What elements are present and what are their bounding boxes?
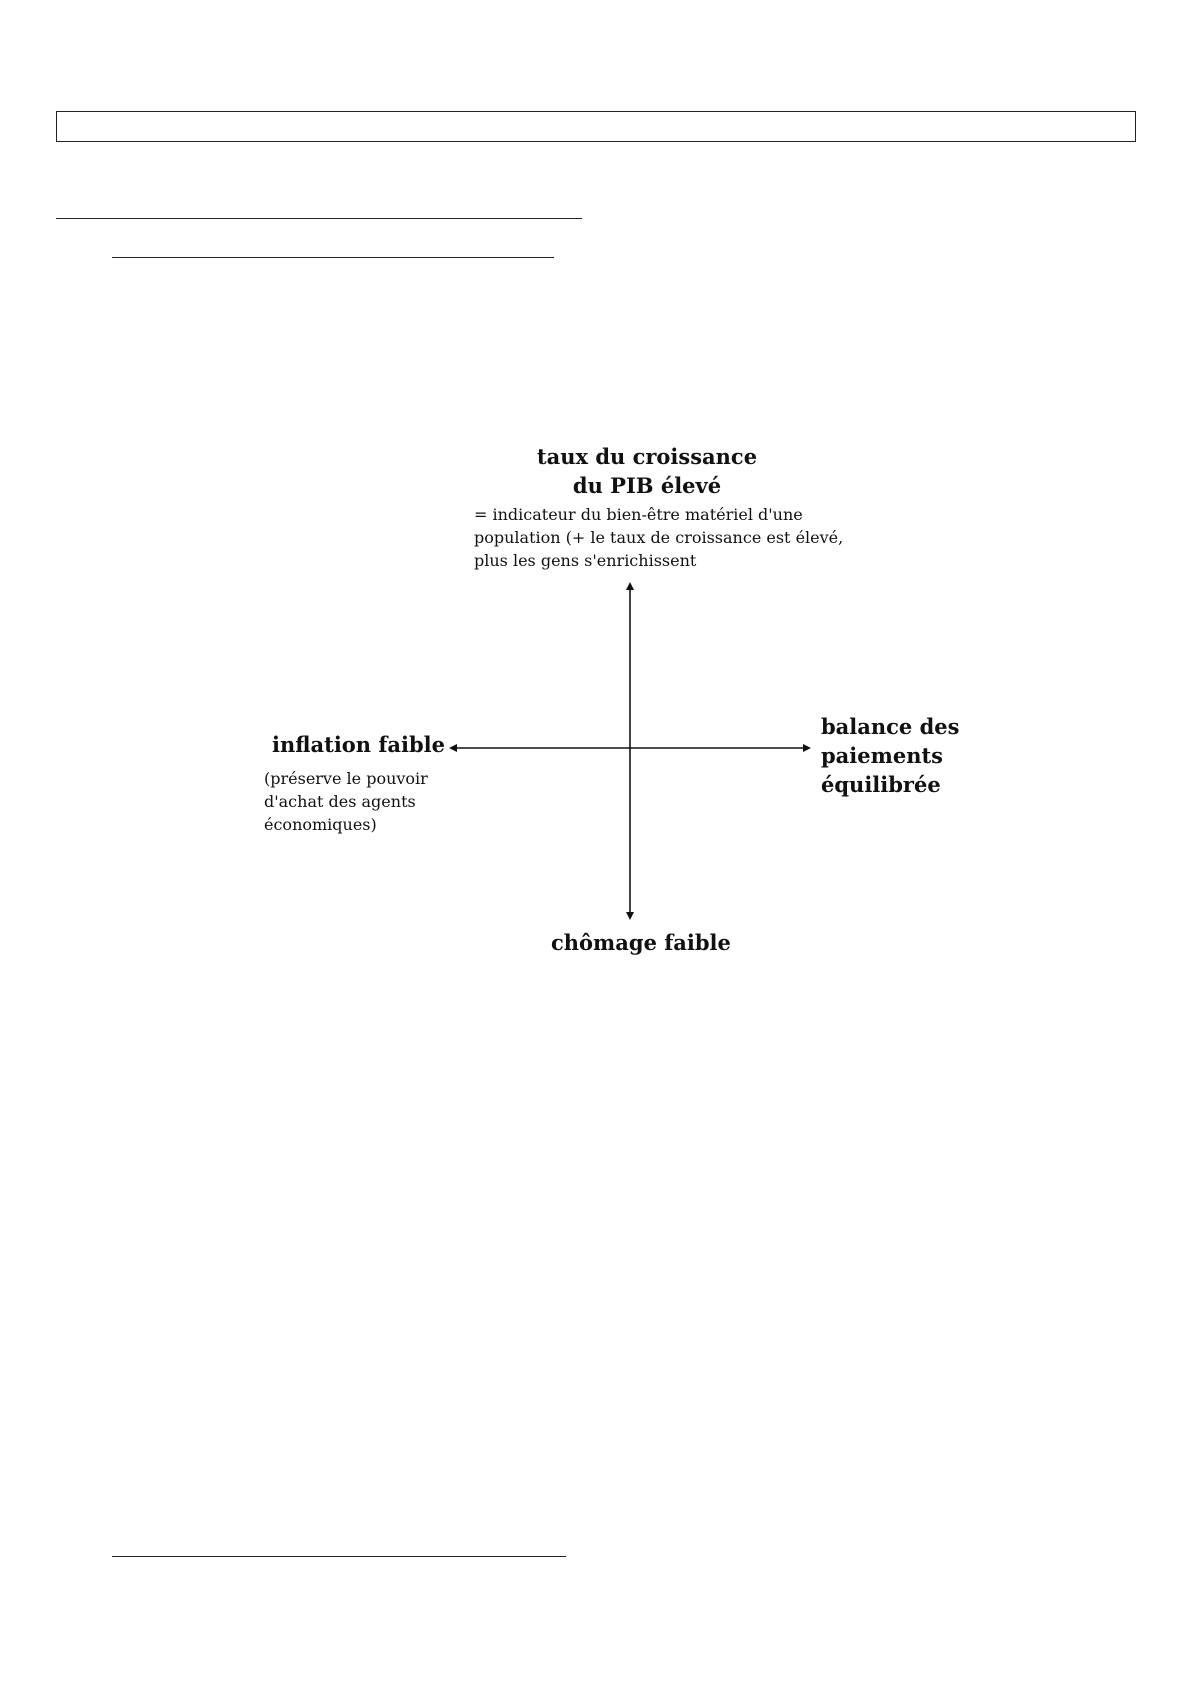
right-objective-label (821, 712, 959, 799)
left-note-line-3: économiques) (264, 815, 377, 834)
left-note-line-1: (préserve le pouvoir (264, 769, 428, 788)
right-objective-line-3: équilibrée (821, 772, 941, 797)
left-note-line-2: d'achat des agents (264, 792, 416, 811)
top-note-line-3: plus les gens s'enrichissent (474, 551, 697, 570)
top-objective-note (474, 503, 843, 572)
top-note-line-1: = indicateur du bien-être matériel d'une (474, 505, 803, 524)
right-objective-line-2: paiements (821, 743, 944, 768)
top-note-line-2: population (+ le taux de croissance est élevé, (474, 528, 844, 547)
top-objective-line-2: du PIB élevé (572, 473, 722, 498)
bottom-objective-label: chômage faible (551, 930, 731, 955)
left-objective-note (264, 767, 428, 836)
top-objective-label (520, 442, 774, 500)
top-objective-line-1: taux du croissance (536, 444, 758, 469)
right-objective-line-1: balance des (821, 714, 960, 739)
left-objective-label: inflation faible (272, 732, 446, 757)
